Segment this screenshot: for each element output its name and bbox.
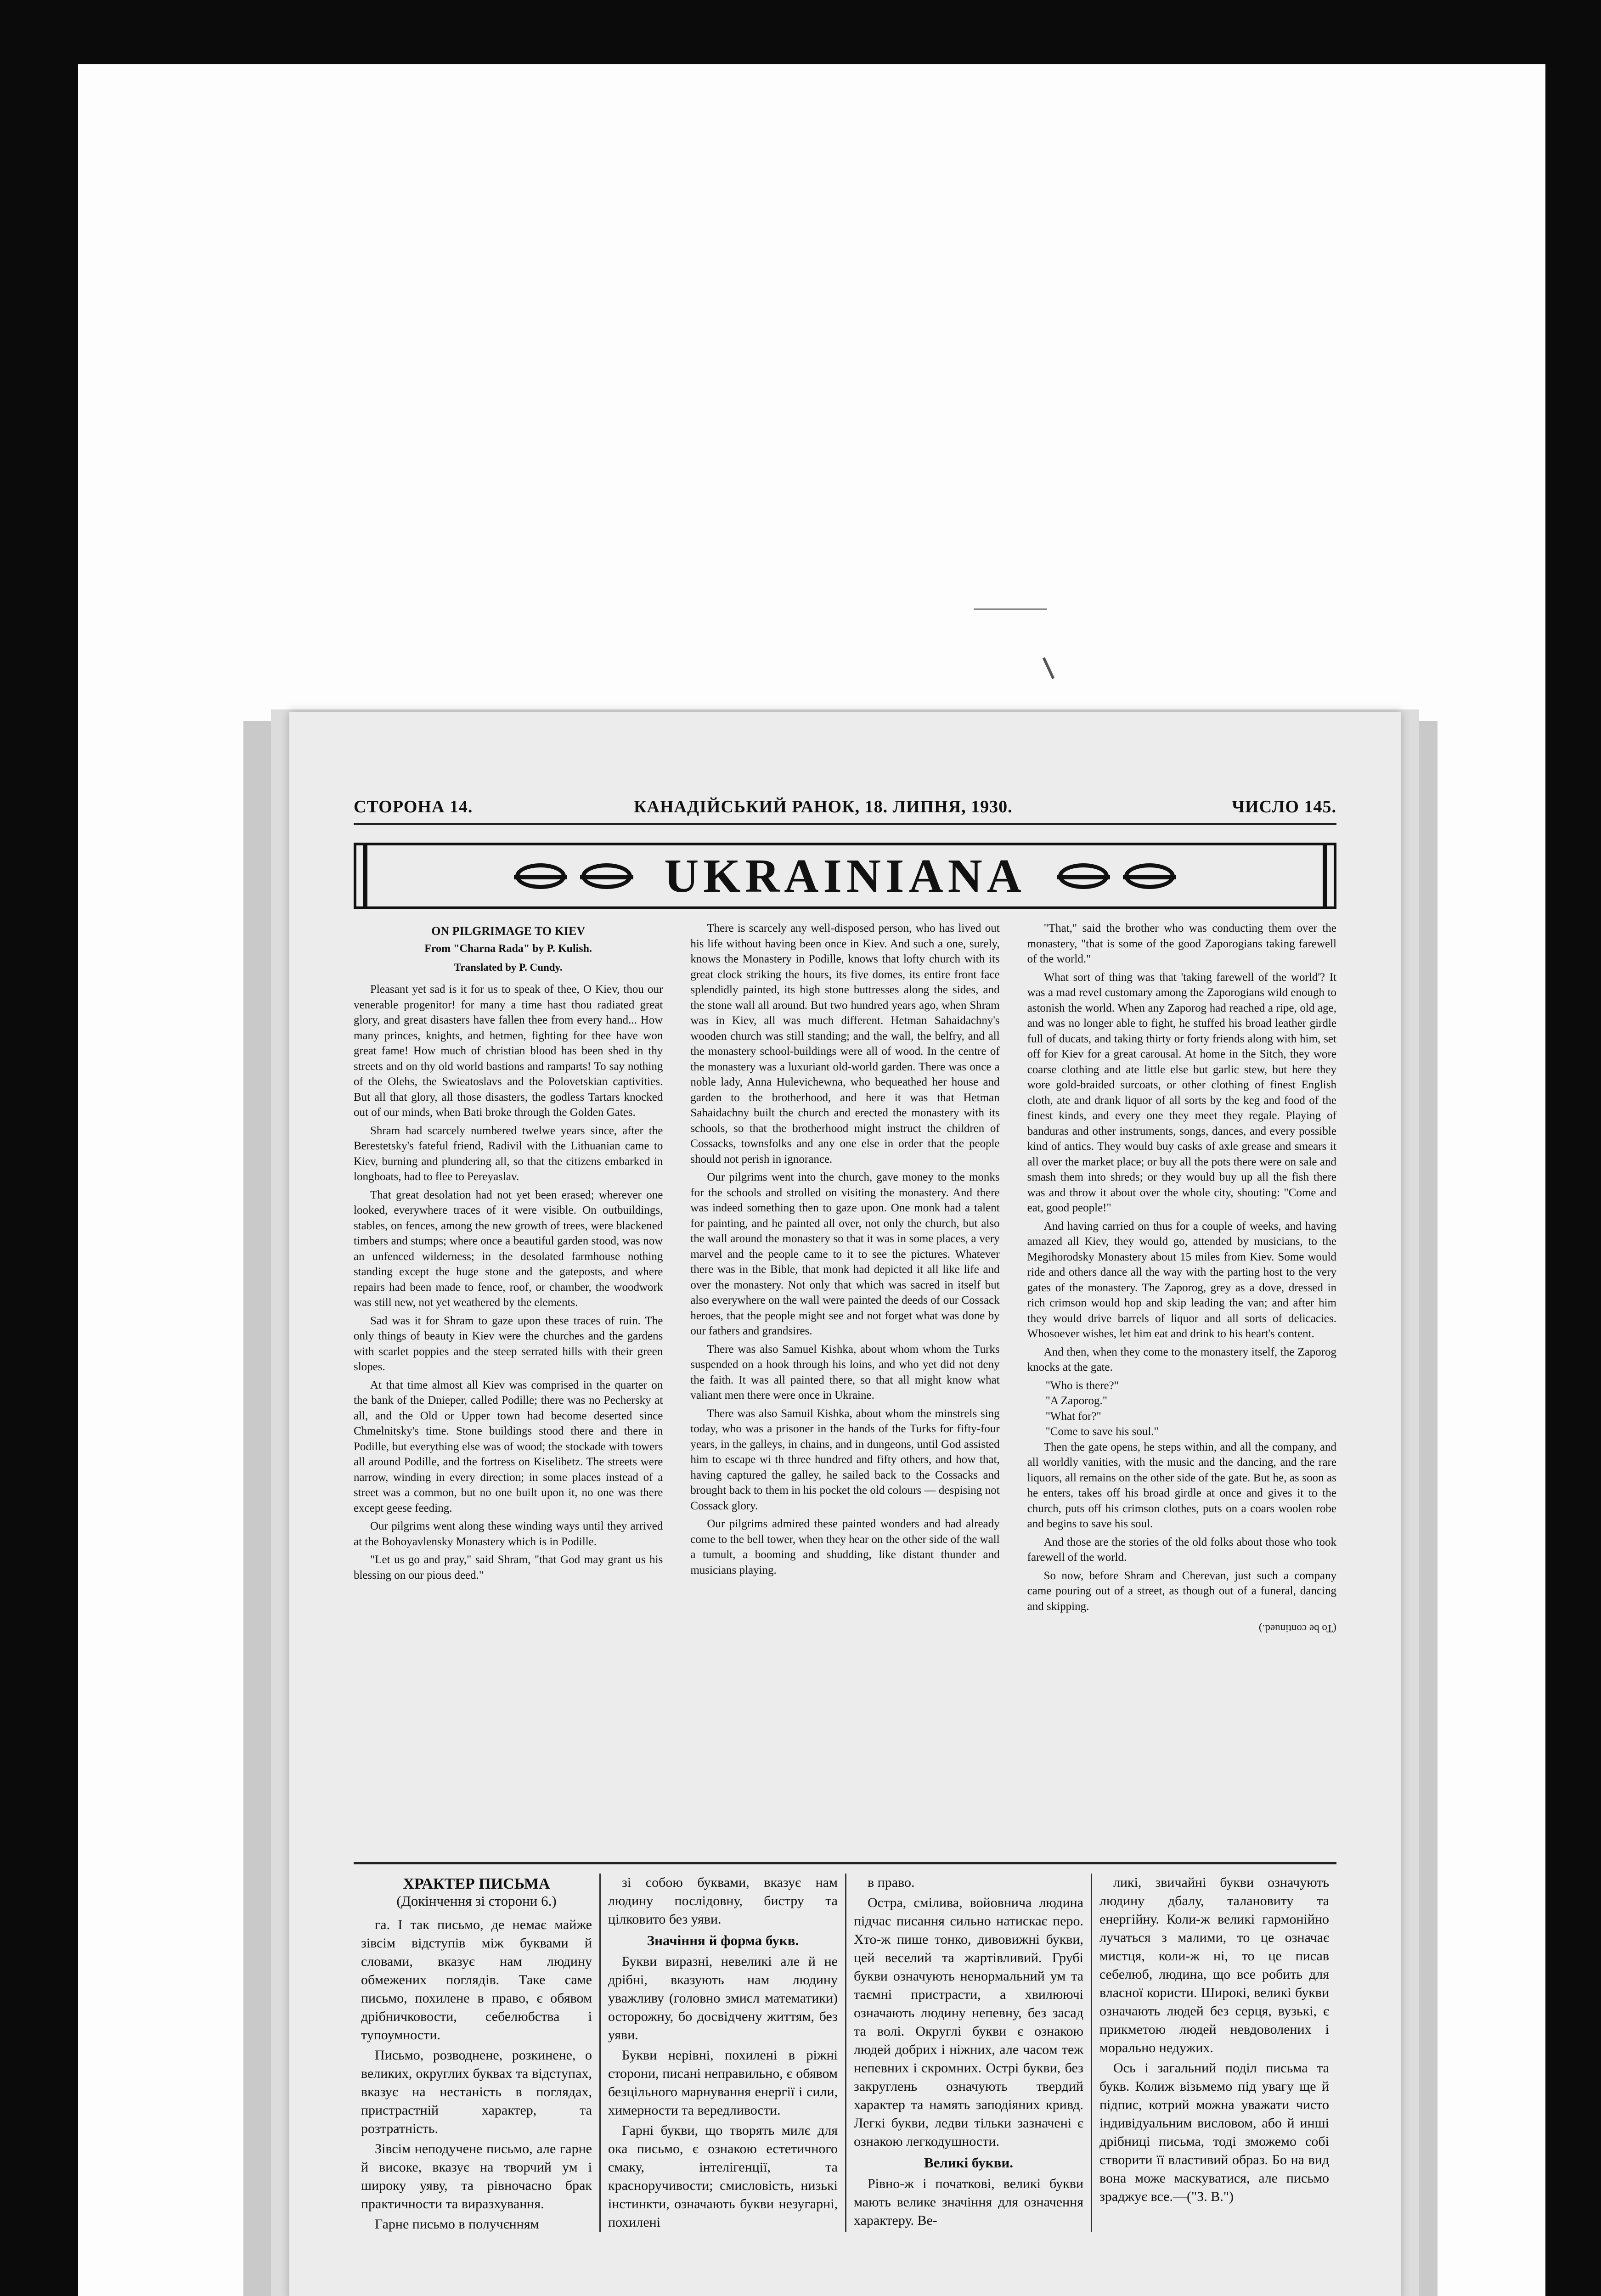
ornament-right	[1058, 863, 1175, 889]
paragraph: And then, when they come to the monastery itself, the Zaporog knocks at the gate.	[1027, 1345, 1336, 1373]
section-rule	[354, 1862, 1336, 1864]
paragraph: Then the gate opens, he steps within, and all the company, and all worldly vanities, with the music and the dancing, and the rare liquors, all remains on the other side of the gate. But he, as soon as he enters, takes off his broad girdle at once and gives it to the church, puts off his crimson clothes, puts on a coars woolen robe and begins to save his soul.	[1027, 1441, 1336, 1530]
header-rule	[354, 823, 1336, 825]
paragraph: So now, before Shram and Cherevan, just such a company came pouring out of a street, as though out of a funeral, dancing and skipping.	[1027, 1569, 1336, 1613]
ukr-column-1	[354, 1874, 599, 2232]
paragraph: Shram had scarcely numbered twelwe years since, after the Berestetsky's fateful friend, Radivil with the Lithuanian came to Kiev, burning and plundering all, so that the citizens embarked in longboats, had to flee to Pereyaslav.	[354, 1124, 663, 1183]
continued-note: (To be continued.)	[1259, 1623, 1336, 1634]
paragraph: Букви виразні, невеликі але й не дрібні, вказують нам людину уважливу (головно змисл математики) осторожну, бо досвідчену життям, без уяви.	[608, 1954, 838, 2043]
article-translator: Translated by P. Cundy.	[454, 962, 563, 973]
article-columns	[354, 921, 1336, 1825]
article-column-1	[354, 921, 663, 1825]
dialogue-line: "What for?"	[1045, 1410, 1101, 1423]
film-scratch	[974, 608, 1047, 610]
paragraph: в право.	[868, 1875, 915, 1890]
paragraph: "That," said the brother who was conducting them over the monastery, "that is some of the good Zaporogians taking farewell of the world."	[1027, 922, 1336, 965]
paragraph: At that time almost all Kiev was comprised in the quarter on the bank of the Dnieper, called Podille; there was no Pechersky at all, and the Old or Upper town had become deserted since Chmelnitsky's time. Stone buildings stood there and there in Podille, but everything else was of wood; the stockade with towers all around Podille, and the fortress on Kiselibetz. The streets were narrow, winding in every direction; in some places instead of a street was a common, but no one built upon it, no one was there except geese feeding.	[354, 1379, 663, 1514]
paragraph: And having carried on thus for a couple of weeks, and having amazed all Kiev, they would go, attended by musicians, to the Megihorodsky Monastery about 15 miles from Kiev. Some would ride and others dance all the way with the parting host to the very gates of the monastery. The Zaporog, grey as a dove, dressed in rich crimson would hop and skip leading the van; and after him they would drive barrels of liquor and all sorts of delicacies. Whosoever wishes, let him eat and drink to his heart's content.	[1027, 1220, 1336, 1340]
paragraph: Our pilgrims went into the church, gave money to the monks for the schools and strolled on visiting the monastery. And there was indeed something then to gaze upon. One monk had a talent for painting, and he painted all over, not only the church, but also the wall around the monastery so that it was in some places, a very marvel and the people came to it to see the pictures. Whatever there was in the Bible, that monk had depicted it all like life and over the monastery. Not only that which was sacred in itself but also everywhere on the wall were painted the deeds of our Cossack heroes, that the people might see and not forget what was done by our fathers and grandsires.	[690, 1171, 1000, 1337]
paragraph: Гарні букви, що творять милє для ока письмо, є ознакою естетичного смаку, інтелігенції, та красноручивости; смисловість, низькі інстинкти, означають букви незугарні, похилені	[608, 2123, 838, 2230]
paragraph: Sad was it for Shram to gaze upon these traces of ruin. The only things of beauty in Kiev were the churches and the gardens with scarlet poppies and the steep serrated hills with their green slopes.	[354, 1314, 663, 1373]
paragraph: Букви нерівні, похилені в ріжні сторони, писані неправильно, є обявом безцільного марнування енергії і сили, химерности та вередливости.	[608, 2048, 838, 2118]
ornament-left	[515, 863, 632, 889]
issue-number: ЧИСЛО 145.	[1232, 797, 1336, 816]
dialogue-line: "Come to save his soul."	[1045, 1425, 1159, 1438]
paragraph: There is scarcely any well-disposed person, who has lived out his life without having been once in Kiev. And such a one, surely, knows the Monastery in Podille, knows that lofty church with its great clock striking the hours, its five domes, its entire front face splendidly painted, its high stone buttresses along the sides, and the stone wall all around. But two hundred years ago, when Shram was in Kiev, all was much different. Hetman Sahaidachny's wooden church was still standing; and the wall, the belfry, and all the monastery school-buildings were all of wood. In the centre of the monastery was a luxuriant old-world garden. There was once a noble lady, Anna Hulevichewna, who bequeathed her house and garden to the brotherhood, and here it was that Hetman Sahaidachny built the church and erected the monastery with its schools, so that the brotherhood might instruct the children of Cossacks, townsfolks and any one else in order that the people should not perish in ignorance.	[690, 922, 1000, 1165]
section-banner	[354, 843, 1336, 909]
film-scratch	[1043, 657, 1055, 679]
paragraph: Our pilgrims went along these winding ways until they arrived at the Bohoyavlensky Monastery which is in Podille.	[354, 1520, 663, 1548]
paragraph: There was also Samuel Kishka, about whom whom the Turks suspended on a hook through his loins, and who yet did not deny the faith. It was all painted there, so that all might know what valiant men there were once in Ukraine.	[690, 1343, 1000, 1401]
ukr-article-title: ХРАКТЕР ПИСЬМА	[403, 1875, 550, 1892]
article-source: From "Charna Rada" by P. Kulish.	[424, 943, 592, 955]
article-title: ON PILGRIMAGE TO KIEV	[431, 924, 586, 938]
paragraph: Гарне письмо в получєнням	[375, 2217, 539, 2232]
paragraph: There was also Samuil Kishka, about whom the minstrels sing today, who was a prisoner in the hands of the Turks for fifty-four years, in the galleys, in chains, and in dungeons, until God assisted him to escape wi th three hundred and fifty others, and how that, having captured the galley, he sailed back to the Cossacks and brought back to them in his pocket the old colours — despising not Cossack glory.	[690, 1407, 1000, 1512]
ukr-column-3	[845, 1874, 1091, 2232]
dialogue-line: "Who is there?"	[1045, 1379, 1119, 1392]
paragraph: Остра, смілива, войовнича людина підчас писання сильно натискає перо. Хто-ж пише тонко, дивовижні букви, цей веселий та жартівливий. Грубі букви означують ненормальний ум та таємні пристрасти, а хвилюючі означають людину непевну, без засад та волі. Округлі букви є ознакою людей добрих і ніжних, але часом теж непевних і скромних. Острі букви, без закруглень означують твердий характер та намять заподіяних кривд. Легкі букви, ледви тільки зазначені є ознакою легкодушности.	[854, 1895, 1083, 2149]
masthead-date: КАНАДІЙСЬКИЙ РАНОК, 18. ЛИПНЯ, 1930.	[634, 797, 1013, 816]
newspaper-page	[289, 712, 1401, 2296]
paragraph: Рівно-ж і початкові, великі букви мають велике значіння для означення характеру. Ве-	[854, 2176, 1083, 2228]
ukr-subheading: Значіння й форма букв.	[647, 1932, 799, 1948]
article-column-3	[1027, 921, 1336, 1825]
page-number: СТОРОНА 14.	[354, 797, 473, 816]
paragraph: And those are the stories of the old folks about those who took farewell of the world.	[1027, 1536, 1336, 1564]
dialogue-line: "A Zaporog."	[1045, 1395, 1107, 1407]
paragraph: Письмо, розводнене, розкинене, о великих, округлих буквах та відступах, вказує на нестаність в поглядах, пристрастній характер, та розтратність.	[361, 2048, 592, 2136]
ukr-column-2	[599, 1874, 845, 2232]
paragraph: What sort of thing was that 'taking farewell of the world'? It was a mad revel customary among the Zaporogians wild enough to astonish the world. When any Zaporog had reached a ripe, old age, and was no longer able to fight, he stuffed his broad leather girdle full of ducats, and taking thirty or forty friends along with him, set off for Kiev for a great carousal. At home in the Sitch, they wore coarse clothing and ate little else but garlic stew, but here they wore gold-braided surcoats, or other clothing of finest English cloth, ate and drank liquor of all sorts by the keg and food of the finest kinds, and every one they meet they regale. Playing of banduras and other instruments, songs, dances, and every possible kind of antics. They would buy casks of axle grease and smears it all over the market place; or buy all the pots there were on sale and smash them into shreds; or they would buy up all the fish there was and throw it about over the whole city, shouting: "Come and eat, good people!"	[1027, 971, 1336, 1214]
ukr-article-subtitle: (Докінчення зі сторони 6.)	[396, 1893, 557, 1909]
paragraph: Our pilgrims admired these painted wonders and had already come to the bell tower, when they hear on the other side of the wall a tumult, a booming and shudding, like distant thunder and musicians playing.	[690, 1518, 1000, 1576]
section-title: UKRAINIANA	[664, 849, 1026, 902]
paragraph: Ось і загальний поділ письма та букв. Колиж візьмемо під увагу ще й підпис, котрий можна уважати чисто індивідуальним висловом, або й инші дрібниці письма, тоді зможемо собі створити її властивий образ. Бо на вид вона може маскуватися, але письмо зраджує все.—("З. В.")	[1099, 2060, 1329, 2204]
paragraph: Pleasant yet sad is it for us to speak of thee, O Kiev, thou our venerable progenitor! for many a time hast thou radiated great glory, and great disasters have fallen thee from every hand... How many princes, knights, and hetmen, fighting for thee have won great fame! How much of christian blood has been shed in thy streets and on thy old world bastions and ramparts! To say nothing of the Olehs, the Swieatoslavs and the Polovetskian captivities. But all that glory, all those disasters, the godless Tartars knocked out of our minds, when Bati broke through the Golden Gates.	[354, 983, 663, 1119]
ukr-subheading: Великі букви.	[924, 2155, 1013, 2171]
paragraph: That great desolation had not yet been erased; wherever one looked, everywhere traces of it were visible. On outbuildings, stables, on fences, among the new growth of trees, were blackened timbers and stumps; where once a beautiful garden stood, was now an unfenced wilderness; in the desolated farmhouse nothing standing except the huge stone and the gateposts, and where repairs had been made to fence, roof, or chamber, the woodwork was still new, not yet weathered by the elements.	[354, 1188, 663, 1309]
paragraph: "Let us go and pray," said Shram, "that God may grant us his blessing on our pious deed."	[354, 1553, 663, 1581]
article-column-2	[690, 921, 999, 1825]
ukr-column-4	[1091, 1874, 1336, 2232]
paragraph: зі собою буквами, вказує нам людину послідовну, бистру та цілковито без уяви.	[608, 1875, 838, 1927]
paragraph: ликі, звичайні букви означують людину дбалу, талановиту та енергійну. Коли-ж великі гармонійно лучаться з малими, то це означає мистця, коли-ж ні, то це писав себелюб, людина, що все робить для власної користи. Широкі, великі букви означають людей без серця, вузькі, є прикметою людей невдоволених і морально недужих.	[1099, 1875, 1329, 2055]
paragraph: Зівсім неподучене письмо, але гарне й високе, вказує на творчий ум і широку уяву, та рівночасно брак практичности та виразхування.	[361, 2141, 592, 2212]
ukrainian-article-columns	[354, 1874, 1336, 2232]
paragraph: га. І так письмо, де немає майже зівсім відступів між буквами й словами, вказує нам людину обмежених поглядів. Таке саме письмо, похилене в право, є обявом дрібничковости, себелюбства і тупоумности.	[361, 1917, 592, 2043]
